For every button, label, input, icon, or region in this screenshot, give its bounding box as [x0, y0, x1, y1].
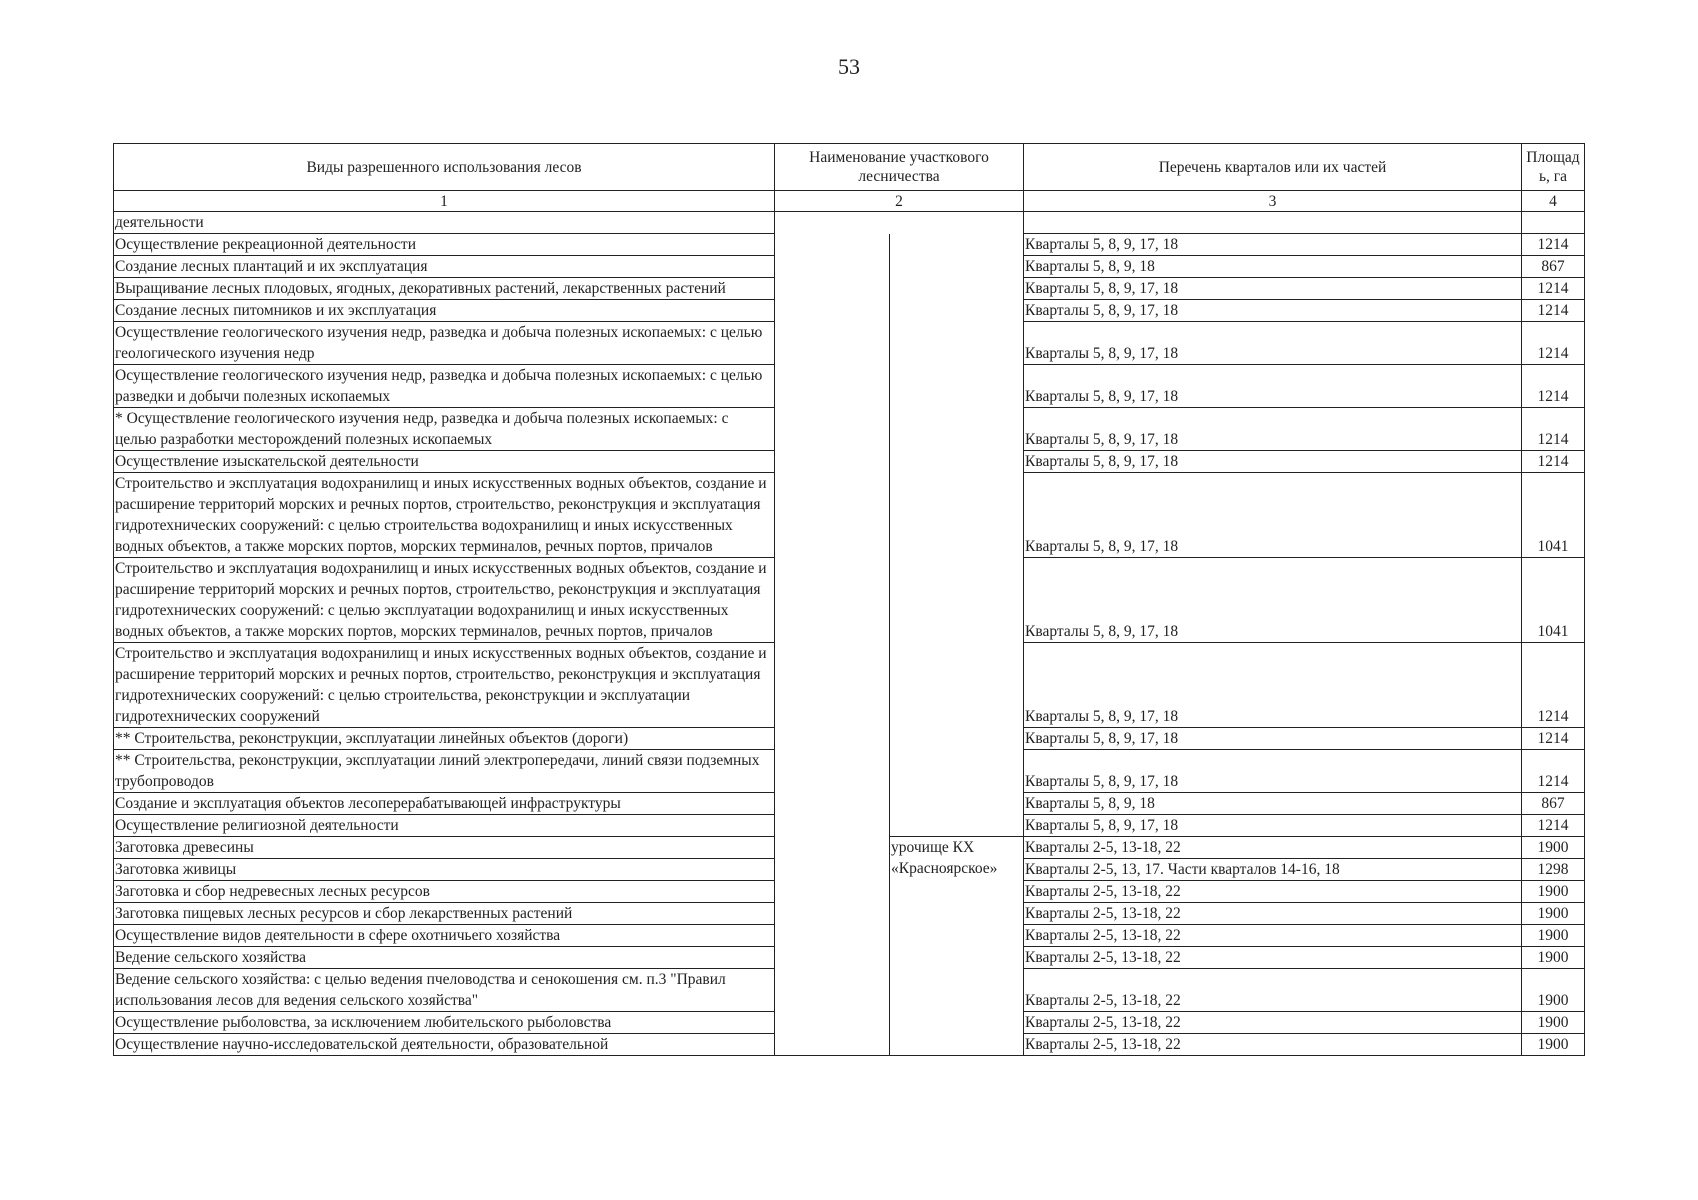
quarters-cell: Кварталы 5, 8, 9, 17, 18	[1024, 643, 1522, 728]
forestry-area-cell	[890, 234, 1024, 837]
quarters-cell: Кварталы 5, 8, 9, 17, 18	[1024, 558, 1522, 643]
quarters-cell: Кварталы 2-5, 13-18, 22	[1024, 947, 1522, 969]
use-type-cell: Строительство и эксплуатация водохранилищ и иных искусственных водных объектов, создание и расширение территорий морских и речных портов, строительство, реконструкция и эксплуатация гидротехнических сооружений: с целью строительства водохранилищ и иных искусственных водных объектов, а также морских портов, морских терминалов, речных портов, причалов	[114, 473, 775, 558]
area-cell: 1214	[1522, 643, 1585, 728]
use-type-cell: Осуществление изыскательской деятельности	[114, 451, 775, 473]
area-cell: 1900	[1522, 947, 1585, 969]
column-number: 4	[1522, 191, 1585, 212]
area-cell: 1900	[1522, 1034, 1585, 1056]
area-cell: 1214	[1522, 815, 1585, 837]
quarters-cell: Кварталы 5, 8, 9, 17, 18	[1024, 322, 1522, 365]
quarters-cell: Кварталы 5, 8, 9, 17, 18	[1024, 365, 1522, 408]
area-cell: 1214	[1522, 728, 1585, 750]
use-type-cell: Осуществление геологического изучения недр, разведка и добыча полезных ископаемых: с целью разведки и добычи полезных ископаемых	[114, 365, 775, 408]
area-cell: 1214	[1522, 365, 1585, 408]
use-type-cell: Строительство и эксплуатация водохранилищ и иных искусственных водных объектов, создание и расширение территорий морских и речных портов, строительство, реконструкция и эксплуатация гидротехнических сооружений: с целью строительства, реконструкции и эксплуатации гидротехнических сооружений	[114, 643, 775, 728]
area-cell: 1214	[1522, 408, 1585, 451]
quarters-cell: Кварталы 5, 8, 9, 18	[1024, 256, 1522, 278]
use-type-cell: Заготовка пищевых лесных ресурсов и сбор лекарственных растений	[114, 903, 775, 925]
use-type-cell: Заготовка живицы	[114, 859, 775, 881]
use-type-cell: Осуществление рекреационной деятельности	[114, 234, 775, 256]
quarters-cell: Кварталы 5, 8, 9, 17, 18	[1024, 278, 1522, 300]
use-type-cell: Строительство и эксплуатация водохранилищ и иных искусственных водных объектов, создание и расширение территорий морских и речных портов, строительство, реконструкция и эксплуатация гидротехнических сооружений: с целью эксплуатации водохранилищ и иных искусственных водных объектов, а также морских портов, морских терминалов, речных портов, причалов	[114, 558, 775, 643]
quarters-cell: Кварталы 2-5, 13-18, 22	[1024, 1034, 1522, 1056]
area-cell: 1041	[1522, 558, 1585, 643]
quarters-cell: Кварталы 5, 8, 9, 17, 18	[1024, 451, 1522, 473]
use-type-cell: * Осуществление геологического изучения недр, разведка и добыча полезных ископаемых: с целью разработки месторождений полезных ископаемых	[114, 408, 775, 451]
quarters-cell: Кварталы 2-5, 13-18, 22	[1024, 925, 1522, 947]
use-type-cell: Осуществление научно-исследовательской деятельности, образовательной	[114, 1034, 775, 1056]
quarters-cell: Кварталы 5, 8, 9, 18	[1024, 793, 1522, 815]
quarters-cell: Кварталы 5, 8, 9, 17, 18	[1024, 815, 1522, 837]
area-cell: 1900	[1522, 881, 1585, 903]
use-type-cell: Осуществление геологического изучения недр, разведка и добыча полезных ископаемых: с целью геологического изучения недр	[114, 322, 775, 365]
use-type-cell: Заготовка и сбор недревесных лесных ресурсов	[114, 881, 775, 903]
quarters-cell: Кварталы 5, 8, 9, 17, 18	[1024, 234, 1522, 256]
use-type-cell: Заготовка древесины	[114, 837, 775, 859]
area-cell: 1900	[1522, 903, 1585, 925]
area-cell: 1214	[1522, 234, 1585, 256]
use-type-cell: ** Строительства, реконструкции, эксплуатации линий электропередачи, линий связи подземных трубопроводов	[114, 750, 775, 793]
quarters-cell: Кварталы 2-5, 13-18, 22	[1024, 1012, 1522, 1034]
area-cell: 1214	[1522, 300, 1585, 322]
quarters-cell: Кварталы 5, 8, 9, 17, 18	[1024, 300, 1522, 322]
use-type-cell: Осуществление религиозной деятельности	[114, 815, 775, 837]
area-cell: 1041	[1522, 473, 1585, 558]
use-type-cell: Осуществление рыболовства, за исключением любительского рыболовства	[114, 1012, 775, 1034]
quarters-cell: Кварталы 2-5, 13-18, 22	[1024, 969, 1522, 1012]
column-number: 2	[775, 191, 1024, 212]
use-type-cell: Создание и эксплуатация объектов лесоперерабатывающей инфраструктуры	[114, 793, 775, 815]
quarters-cell: Кварталы 5, 8, 9, 17, 18	[1024, 728, 1522, 750]
area-cell: 1900	[1522, 969, 1585, 1012]
area-cell: 1214	[1522, 322, 1585, 365]
column-number: 1	[114, 191, 775, 212]
quarters-cell: Кварталы 5, 8, 9, 17, 18	[1024, 473, 1522, 558]
area-cell: 1298	[1522, 859, 1585, 881]
use-type-cell: Осуществление видов деятельности в сфере охотничьего хозяйства	[114, 925, 775, 947]
use-type-cell: Создание лесных плантаций и их эксплуатация	[114, 256, 775, 278]
quarters-cell: Кварталы 2-5, 13-18, 22	[1024, 837, 1522, 859]
header-area: Площад ь, га	[1522, 144, 1585, 191]
header-forestry: Наименование участкового лесничества	[775, 144, 1024, 191]
area-cell: 1214	[1522, 750, 1585, 793]
quarters-cell: Кварталы 2-5, 13-18, 22	[1024, 881, 1522, 903]
use-type-cell: ** Строительства, реконструкции, эксплуатации линейных объектов (дороги)	[114, 728, 775, 750]
header-quarters: Перечень кварталов или их частей	[1024, 144, 1522, 191]
quarters-cell: Кварталы 2-5, 13-18, 22	[1024, 903, 1522, 925]
table-row	[114, 234, 1585, 256]
quarters-cell: Кварталы 5, 8, 9, 17, 18	[1024, 408, 1522, 451]
use-type-cell: Выращивание лесных плодовых, ягодных, декоративных растений, лекарственных растений	[114, 278, 775, 300]
header-use-type: Виды разрешенного использования лесов	[114, 144, 775, 191]
area-cell: 867	[1522, 256, 1585, 278]
use-type-cell: Ведение сельского хозяйства: с целью ведения пчеловодства и сенокошения см. п.3 "Правил использования лесов для ведения сельского хозяйства"	[114, 969, 775, 1012]
use-type-cell: Создание лесных питомников и их эксплуатация	[114, 300, 775, 322]
continuation-cell: деятельности	[114, 212, 775, 234]
area-cell: 1900	[1522, 1012, 1585, 1034]
area-cell: 1214	[1522, 278, 1585, 300]
page-number: 53	[838, 54, 860, 79]
column-number: 3	[1024, 191, 1522, 212]
area-cell: 1214	[1522, 451, 1585, 473]
forestry-area-cell: урочище КХ «Красноярское»	[890, 837, 1024, 1056]
forestry-cell	[775, 234, 890, 1056]
quarters-cell: Кварталы 2-5, 13, 17. Части кварталов 14-16, 18	[1024, 859, 1522, 881]
use-type-cell: Ведение сельского хозяйства	[114, 947, 775, 969]
quarters-cell: Кварталы 5, 8, 9, 17, 18	[1024, 750, 1522, 793]
area-cell: 867	[1522, 793, 1585, 815]
area-cell: 1900	[1522, 837, 1585, 859]
area-cell: 1900	[1522, 925, 1585, 947]
forest-use-table	[113, 143, 1585, 1056]
